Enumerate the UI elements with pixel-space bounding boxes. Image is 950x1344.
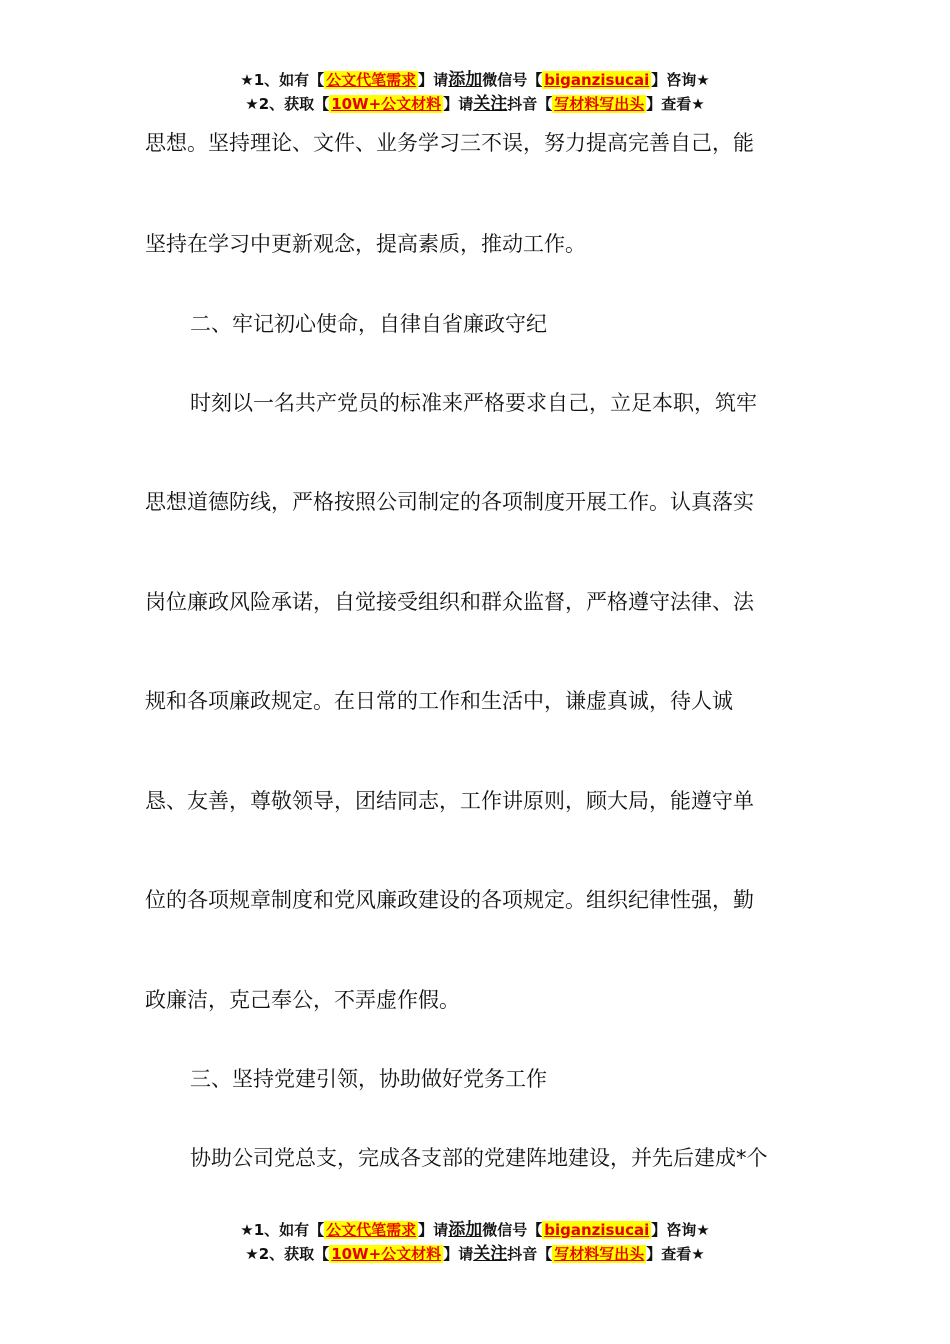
highlight-label: 公文代笔需求 (326, 1221, 417, 1239)
wechat-id: biganzisucai (544, 71, 650, 89)
banner-text: ★1、如有【 (240, 71, 325, 89)
banner-text: 】咨询★ (651, 1221, 710, 1239)
paragraph-line: 政廉洁，克己奉公，不弄虚作假。 (145, 988, 460, 1012)
paragraph-line: 坚持在学习中更新观念，提高素质，推动工作。 (145, 232, 586, 256)
emphasis-text: 关注 (473, 94, 508, 114)
banner-text: 】请 (418, 1221, 449, 1239)
banner-text: 微信号【 (482, 71, 543, 89)
banner-text: ★2、获取【 (245, 1245, 330, 1263)
paragraph-line: 协助公司党总支，完成各支部的党建阵地建设，并先后建成*个 (190, 1146, 768, 1170)
banner-text: 】查看★ (646, 95, 705, 113)
highlight-label: 10W+公文材料 (331, 95, 442, 113)
paragraph-line: 位的各项规章制度和党风廉政建设的各项规定。组织纪律性强，勤 (145, 888, 754, 912)
banner-text: ★2、获取【 (245, 95, 330, 113)
paragraph-line: 时刻以一名共产党员的标准来严格要求自己，立足本职，筑牢 (190, 391, 757, 415)
banner-line-2 (0, 1242, 950, 1266)
banner-text: 微信号【 (482, 1221, 543, 1239)
banner-text: 】咨询★ (651, 71, 710, 89)
section-heading: 二、牢记初心使命，自律自省廉政守纪 (190, 312, 547, 336)
paragraph-line: 思想道德防线，严格按照公司制定的各项制度开展工作。认真落实 (145, 490, 754, 514)
douyin-id: 写材料写出头 (554, 95, 645, 113)
section-heading: 三、坚持党建引领，协助做好党务工作 (190, 1067, 547, 1091)
header-banner (0, 68, 950, 116)
banner-text: 】查看★ (646, 1245, 705, 1263)
highlight-label: 公文代笔需求 (326, 71, 417, 89)
banner-text: 】请 (418, 71, 449, 89)
paragraph-line: 岗位廉政风险承诺，自觉接受组织和群众监督，严格遵守法律、法 (145, 590, 754, 614)
emphasis-text: 关注 (473, 1244, 508, 1264)
banner-text: 抖音【 (507, 1245, 553, 1263)
banner-text: 抖音【 (507, 95, 553, 113)
paragraph-line: 恳、友善，尊敬领导，团结同志，工作讲原则，顾大局，能遵守单 (145, 789, 754, 813)
paragraph-line: 思想。坚持理论、文件、业务学习三不误，努力提高完善自己，能 (145, 131, 754, 155)
wechat-id: biganzisucai (544, 1221, 650, 1239)
emphasis-text: 添加 (448, 70, 483, 90)
highlight-label: 10W+公文材料 (331, 1245, 442, 1263)
douyin-id: 写材料写出头 (554, 1245, 645, 1263)
banner-text: 】请 (443, 95, 474, 113)
banner-line-2 (0, 92, 950, 116)
paragraph-line: 规和各项廉政规定。在日常的工作和生活中，谦虚真诚，待人诚 (145, 689, 733, 713)
banner-line-1 (0, 1218, 950, 1242)
emphasis-text: 添加 (448, 1220, 483, 1240)
footer-banner (0, 1218, 950, 1266)
banner-line-1 (0, 68, 950, 92)
banner-text: ★1、如有【 (240, 1221, 325, 1239)
banner-text: 】请 (443, 1245, 474, 1263)
